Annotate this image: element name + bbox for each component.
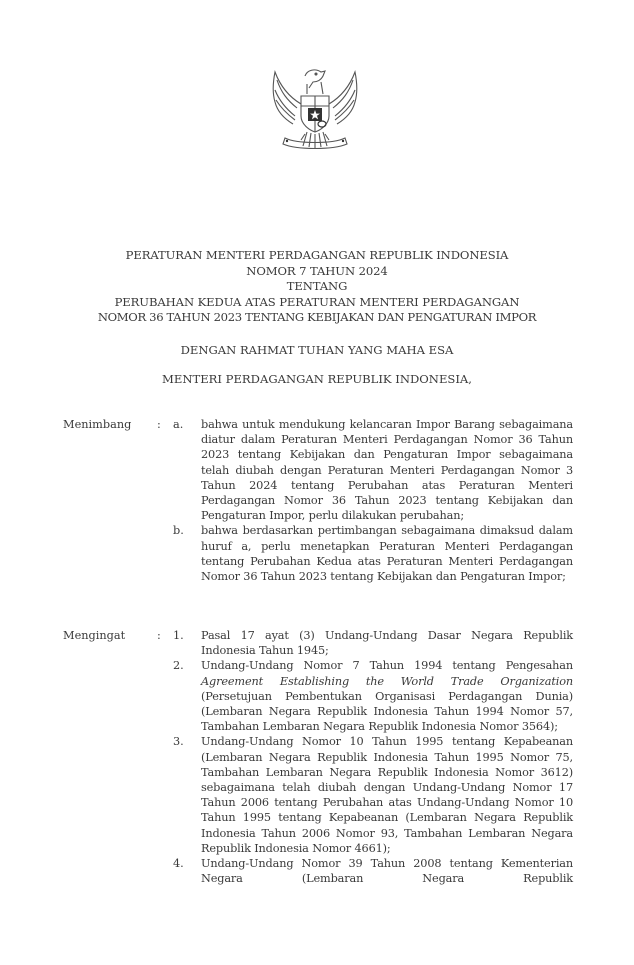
item-text: Pasal 17 ayat (3) Undang-Undang Dasar Negara Republik Indonesia Tahun 1945; [201,629,573,658]
garuda-emblem-icon [263,58,367,158]
mengingat-item-1 [0,628,634,658]
section-mengingat [0,628,634,886]
heading-line-subject-1: PERUBAHAN KEDUA ATAS PERATURAN MENTERI PERDAGANGAN [114,294,520,309]
regulation-heading [0,248,634,326]
section-menimbang [0,417,634,584]
heading-line-subject-2: NOMOR 36 TAHUN 2023 TENTANG KEBIJAKAN DAN PENGATURAN IMPOR [97,310,537,325]
mengingat-label: Mengingat [63,629,126,642]
mengingat-item-3 [0,734,634,856]
item-marker: 2. [173,659,184,673]
menimbang-label: Menimbang [63,418,132,431]
item-marker: 4. [173,857,184,871]
item-marker: 1. [173,629,184,642]
item-text-before: Undang-Undang Nomor 7 Tahun 1994 tentang Pengesahan [201,659,573,673]
item-text-after: (Persetujuan Pembentukan Organisasi Perdagangan Dunia) (Lembaran Negara Republik Indonesia Tahun 1994 Nomor 57, Tambahan Lembaran Negara Republik Indonesia Nomor 3564); [201,689,573,734]
mengingat-item-4 [0,856,634,886]
item-text [201,658,573,734]
heading-line-title: PERATURAN MENTERI PERDAGANGAN REPUBLIK INDONESIA [125,248,509,262]
heading-line-tentang: TENTANG [286,279,348,294]
menimbang-colon: : [157,418,161,431]
item-text: bahwa untuk mendukung kelancaran Impor Barang sebagaimana diatur dalam Peraturan Menteri Perdagangan Nomor 36 Tahun 2023 tentang Kebijakan dan Pengaturan Impor sebagaimana telah diubah dengan Peraturan Menteri Perdagangan Nomor 3 Tahun 2024 tentang Perubahan atas Peraturan Menteri Perdagangan Nomor 36 Tahun 2023 tentang Kebijakan dan Pengaturan Impor, perlu dilakukan perubahan; [201,418,573,523]
menimbang-item-b [0,523,634,584]
item-marker: a. [173,418,184,431]
heading-line-number: NOMOR 7 TAHUN 2024 [246,263,388,278]
item-marker: b. [173,524,184,538]
item-marker: 3. [173,735,184,749]
mengingat-item-2 [0,658,634,734]
invocation: DENGAN RAHMAT TUHAN YANG MAHA ESA [180,343,454,357]
item-text-italic: Agreement Establishing the World Trade Organization [201,674,573,688]
authority: MENTERI PERDAGANGAN REPUBLIK INDONESIA, [162,372,472,386]
item-text: Undang-Undang Nomor 39 Tahun 2008 tentang Kementerian Negara (Lembaran Negara Republik [201,857,573,886]
menimbang-item-a [0,417,634,523]
item-text: Undang-Undang Nomor 10 Tahun 1995 tentang Kepabeanan (Lembaran Negara Republik Indonesia Tahun 1995 Nomor 75, Tambahan Lembaran Negara Republik Indonesia Nomor 3612) sebagaimana telah diubah dengan Undang-Undang Nomor 17 Tahun 2006 tentang Perubahan atas Undang-Undang Nomor 10 Tahun 1995 tentang Kepabeanan (Lembaran Negara Republik Indonesia Tahun 2006 Nomor 93, Tambahan Lembaran Negara Republik Indonesia Nomor 4661); [201,735,573,855]
mengingat-colon: : [157,629,161,642]
item-text: bahwa berdasarkan pertimbangan sebagaimana dimaksud dalam huruf a, perlu menetapkan Peraturan Menteri Perdagangan tentang Perubahan Kedua atas Peraturan Menteri Perdagangan Nomor 36 Tahun 2023 tentang Kebijakan dan Pengaturan Impor; [201,524,573,584]
